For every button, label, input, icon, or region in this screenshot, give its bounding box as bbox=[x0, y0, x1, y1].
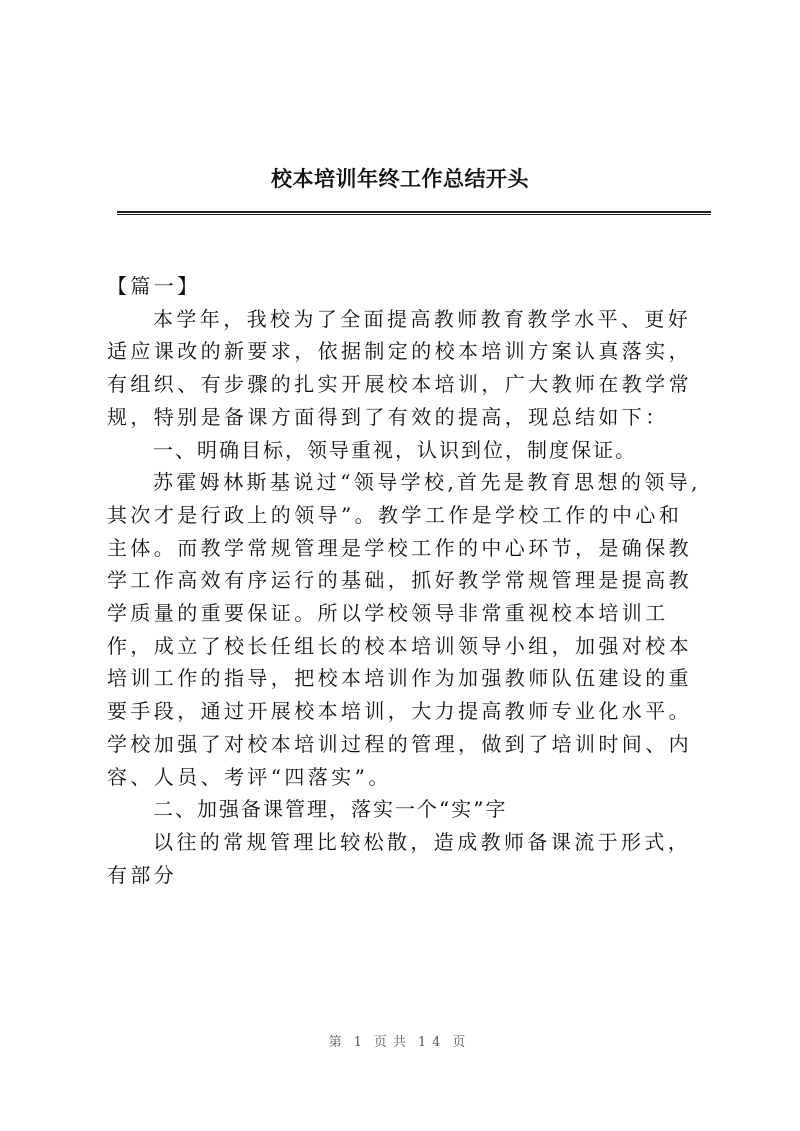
title-divider bbox=[117, 211, 711, 215]
paragraph-section-1: 苏霍姆林斯基说过“领导学校,首先是教育思想的领导,其次才是行政上的领导”。教学工作是学校工作的中心和主体。而教学常规管理是学校工作的中心环节，是确保教学工作高效有序运行的基础，抓好教学常规管理是提高教学质量的重要保证。所以学校领导非常重视校本培训工作，成立了校长任组长的校本培训领导小组，加强对校本培训工作的指导，把校本培训作为加强教师队伍建设的重要手段，通过开展校本培训，大力提高教师专业化水平。学校加强了对校本培训过程的管理，做到了培训时间、内容、人员、考评“四落实”。 bbox=[107, 470, 701, 789]
footer-page-middle: 页共 bbox=[373, 1035, 412, 1050]
footer-page-suffix: 页 bbox=[452, 1035, 472, 1050]
section-label: 【篇一】 bbox=[107, 274, 201, 298]
document-body bbox=[107, 270, 703, 891]
document-title: 校本培训年终工作总结开头 bbox=[271, 166, 529, 191]
paragraph-section-2: 以往的常规管理比较松散，造成教师备课流于形式，有部分 bbox=[107, 829, 692, 887]
page-footer bbox=[0, 1031, 800, 1050]
paragraph-intro: 本学年，我校为了全面提高教师教育教学水平、更好适应课改的新要求，依据制定的校本培训方案认真落实，有组织、有步骤的扎实开展校本培训，广大教师在教学常规，特别是备课方面得到了有效的提高，现总结如下： bbox=[107, 306, 692, 429]
heading-section-2: 二、加强备课管理，落实一个“实”字 bbox=[153, 797, 508, 822]
footer-page-prefix: 第 bbox=[328, 1035, 348, 1050]
heading-section-1: 一、明确目标，领导重视，认识到位，制度保证。 bbox=[153, 437, 637, 462]
footer-total-pages: 14 bbox=[417, 1035, 447, 1050]
footer-page-number: 1 bbox=[353, 1035, 368, 1050]
